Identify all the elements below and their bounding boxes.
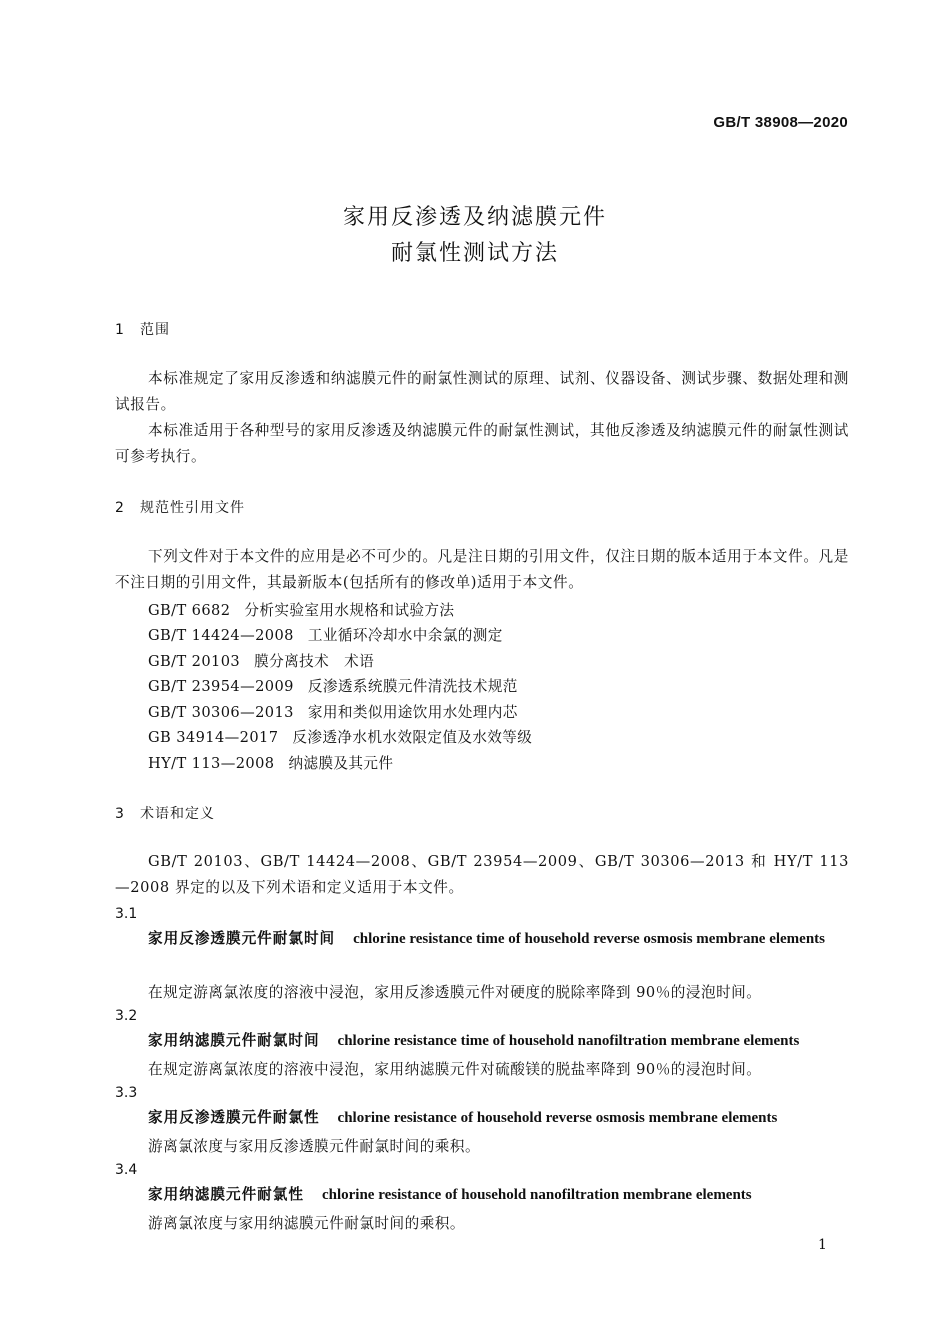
term-zh: 家用纳滤膜元件耐氯性 xyxy=(148,1186,304,1203)
reference-title: 分析实验室用水规格和试验方法 xyxy=(244,602,455,619)
term-number: 3.4 xyxy=(115,1162,138,1178)
reference-item xyxy=(148,701,518,722)
reference-code: GB/T 6682 xyxy=(148,602,231,619)
term-zh: 家用反渗透膜元件耐氯时间 xyxy=(148,930,336,947)
reference-title: 工业循环冷却水中余氯的测定 xyxy=(307,627,503,644)
term-entry xyxy=(115,1105,849,1131)
section-title: 规范性引用文件 xyxy=(140,500,245,516)
reference-title: 膜分离技术 术语 xyxy=(254,653,375,670)
reference-code: GB/T 30306—2013 xyxy=(148,704,294,721)
term-zh: 家用纳滤膜元件耐氯时间 xyxy=(148,1032,320,1049)
term-entry xyxy=(115,1028,849,1054)
reference-code: GB/T 23954—2009 xyxy=(148,678,294,695)
reference-item xyxy=(148,624,503,645)
term-en: chlorine resistance time of household reverse osmosis membrane elements xyxy=(353,931,826,947)
reference-title: 反渗透净水机水效限定值及水效等级 xyxy=(292,729,533,746)
section-1-para-1: 本标准规定了家用反渗透和纳滤膜元件的耐氯性测试的原理、试剂、仪器设备、测试步骤、数据处理和测试报告。 xyxy=(115,370,849,413)
standard-number: GB/T 38908—2020 xyxy=(713,114,848,131)
term-definition: 游离氯浓度与家用反渗透膜元件耐氯时间的乘积。 xyxy=(148,1138,481,1155)
term-definition: 在规定游离氯浓度的溶液中浸泡，家用纳滤膜元件对硫酸镁的脱盐率降到 90％的浸泡时间。 xyxy=(148,1061,762,1078)
reference-title: 家用和类似用途饮用水处理内芯 xyxy=(307,704,518,721)
title-line-1: 家用反渗透及纳滤膜元件 xyxy=(342,205,607,230)
reference-item xyxy=(148,599,454,620)
section-number: 3 xyxy=(115,806,125,822)
section-1-para-2: 本标准适用于各种型号的家用反渗透及纳滤膜元件的耐氯性测试，其他反渗透及纳滤膜元件的耐氯性测试可参考执行。 xyxy=(115,422,849,465)
section-title: 术语和定义 xyxy=(140,806,215,822)
term-number: 3.2 xyxy=(115,1008,138,1024)
term-entry xyxy=(115,926,849,952)
term-en: chlorine resistance of household reverse osmosis membrane elements xyxy=(337,1110,778,1126)
term-number: 3.1 xyxy=(115,906,138,922)
section-3-intro: GB/T 20103、GB/T 14424—2008、GB/T 23954—2009、GB/T 30306—2013 和 HY/T 113—2008 界定的以及下列术语和定义适用于本文件。 xyxy=(115,853,849,896)
term-zh: 家用反渗透膜元件耐氯性 xyxy=(148,1109,320,1126)
section-number: 1 xyxy=(115,322,125,338)
term-definition: 在规定游离氯浓度的溶液中浸泡，家用反渗透膜元件对硬度的脱除率降到 90％的浸泡时间。 xyxy=(148,984,762,1001)
title-line-2: 耐氯性测试方法 xyxy=(390,241,559,266)
term-en: chlorine resistance time of household nanofiltration membrane elements xyxy=(337,1033,800,1049)
reference-code: GB/T 20103 xyxy=(148,653,241,670)
reference-code: HY/T 113—2008 xyxy=(148,755,275,772)
reference-item xyxy=(148,675,518,696)
section-3-heading xyxy=(115,803,215,823)
section-2-intro: 下列文件对于本文件的应用是必不可少的。凡是注日期的引用文件，仅注日期的版本适用于本文件。凡是不注日期的引用文件，其最新版本(包括所有的修改单)适用于本文件。 xyxy=(115,548,849,591)
section-1-heading xyxy=(115,319,170,339)
section-title: 范围 xyxy=(140,322,170,338)
term-entry xyxy=(115,1182,849,1208)
reference-item xyxy=(148,650,374,671)
term-number: 3.3 xyxy=(115,1085,138,1101)
section-number: 2 xyxy=(115,500,125,516)
term-definition: 游离氯浓度与家用纳滤膜元件耐氯时间的乘积。 xyxy=(148,1215,465,1232)
reference-code: GB 34914—2017 xyxy=(148,729,279,746)
term-en: chlorine resistance of household nanofiltration membrane elements xyxy=(321,1187,752,1203)
reference-code: GB/T 14424—2008 xyxy=(148,627,294,644)
section-2-heading xyxy=(115,497,245,517)
reference-item xyxy=(148,752,393,773)
reference-title: 反渗透系统膜元件清洗技术规范 xyxy=(307,678,518,695)
reference-title: 纳滤膜及其元件 xyxy=(288,755,394,772)
page-number: 1 xyxy=(818,1237,827,1253)
reference-item xyxy=(148,726,532,747)
